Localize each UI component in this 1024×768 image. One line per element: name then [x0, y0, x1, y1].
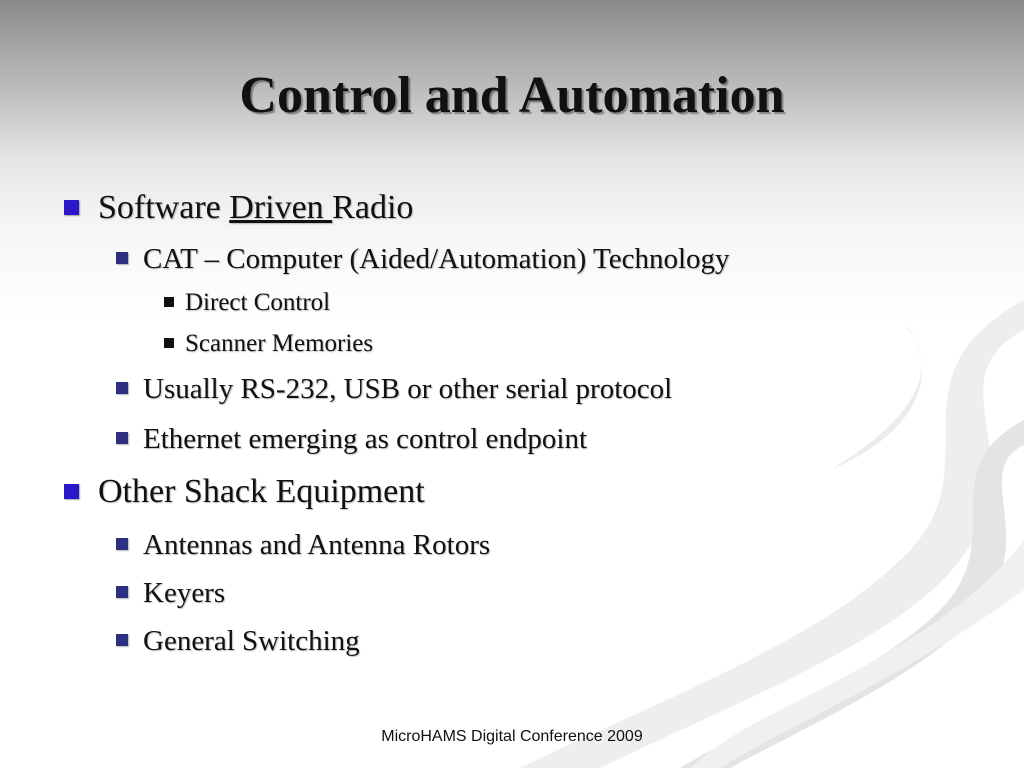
- bullet-square-icon: [116, 634, 128, 646]
- bullet-serial-protocol: [116, 371, 672, 407]
- bullet-square-icon: [116, 252, 128, 264]
- bullet-square-icon: [164, 297, 174, 307]
- slide-title: Control and Automation: [239, 67, 785, 124]
- bullet-text-suffix: Radio: [332, 189, 414, 226]
- bullet-square-icon: [116, 382, 128, 394]
- bullet-text: Usually RS-232, USB or other serial protocol: [143, 373, 673, 405]
- bullet-scanner-memories: [164, 329, 373, 359]
- bullet-ethernet: [116, 421, 587, 457]
- bullet-cat: [116, 241, 730, 277]
- bullet-square-icon: [64, 200, 79, 215]
- bullet-direct-control: [164, 288, 330, 318]
- bullet-square-icon: [164, 338, 174, 348]
- bullet-square-icon: [64, 484, 79, 499]
- bullet-text-prefix: Software: [98, 189, 230, 226]
- bullet-text: Other Shack Equipment: [98, 473, 425, 510]
- bullet-text: Antennas and Antenna Rotors: [143, 529, 491, 561]
- slide-footer: MicroHAMS Digital Conference 2009: [381, 728, 643, 745]
- bullet-text: Keyers: [143, 577, 226, 609]
- bullet-square-icon: [116, 432, 128, 444]
- bullet-keyers: [116, 575, 225, 611]
- bullet-text-underlined: Driven: [229, 189, 333, 226]
- bullet-text: Scanner Memories: [185, 330, 374, 357]
- bullet-text: Direct Control: [185, 289, 331, 316]
- bullet-other-shack-equipment: [64, 472, 425, 512]
- bullet-square-icon: [116, 538, 128, 550]
- bullet-text: General Switching: [143, 625, 360, 657]
- bullet-general-switching: [116, 623, 360, 659]
- bullet-software-driven-radio: [64, 188, 413, 228]
- bullet-square-icon: [116, 586, 128, 598]
- bullet-text: Ethernet emerging as control endpoint: [143, 423, 588, 455]
- bullet-antennas: [116, 527, 490, 563]
- bullet-text: CAT – Computer (Aided/Automation) Technology: [143, 243, 730, 275]
